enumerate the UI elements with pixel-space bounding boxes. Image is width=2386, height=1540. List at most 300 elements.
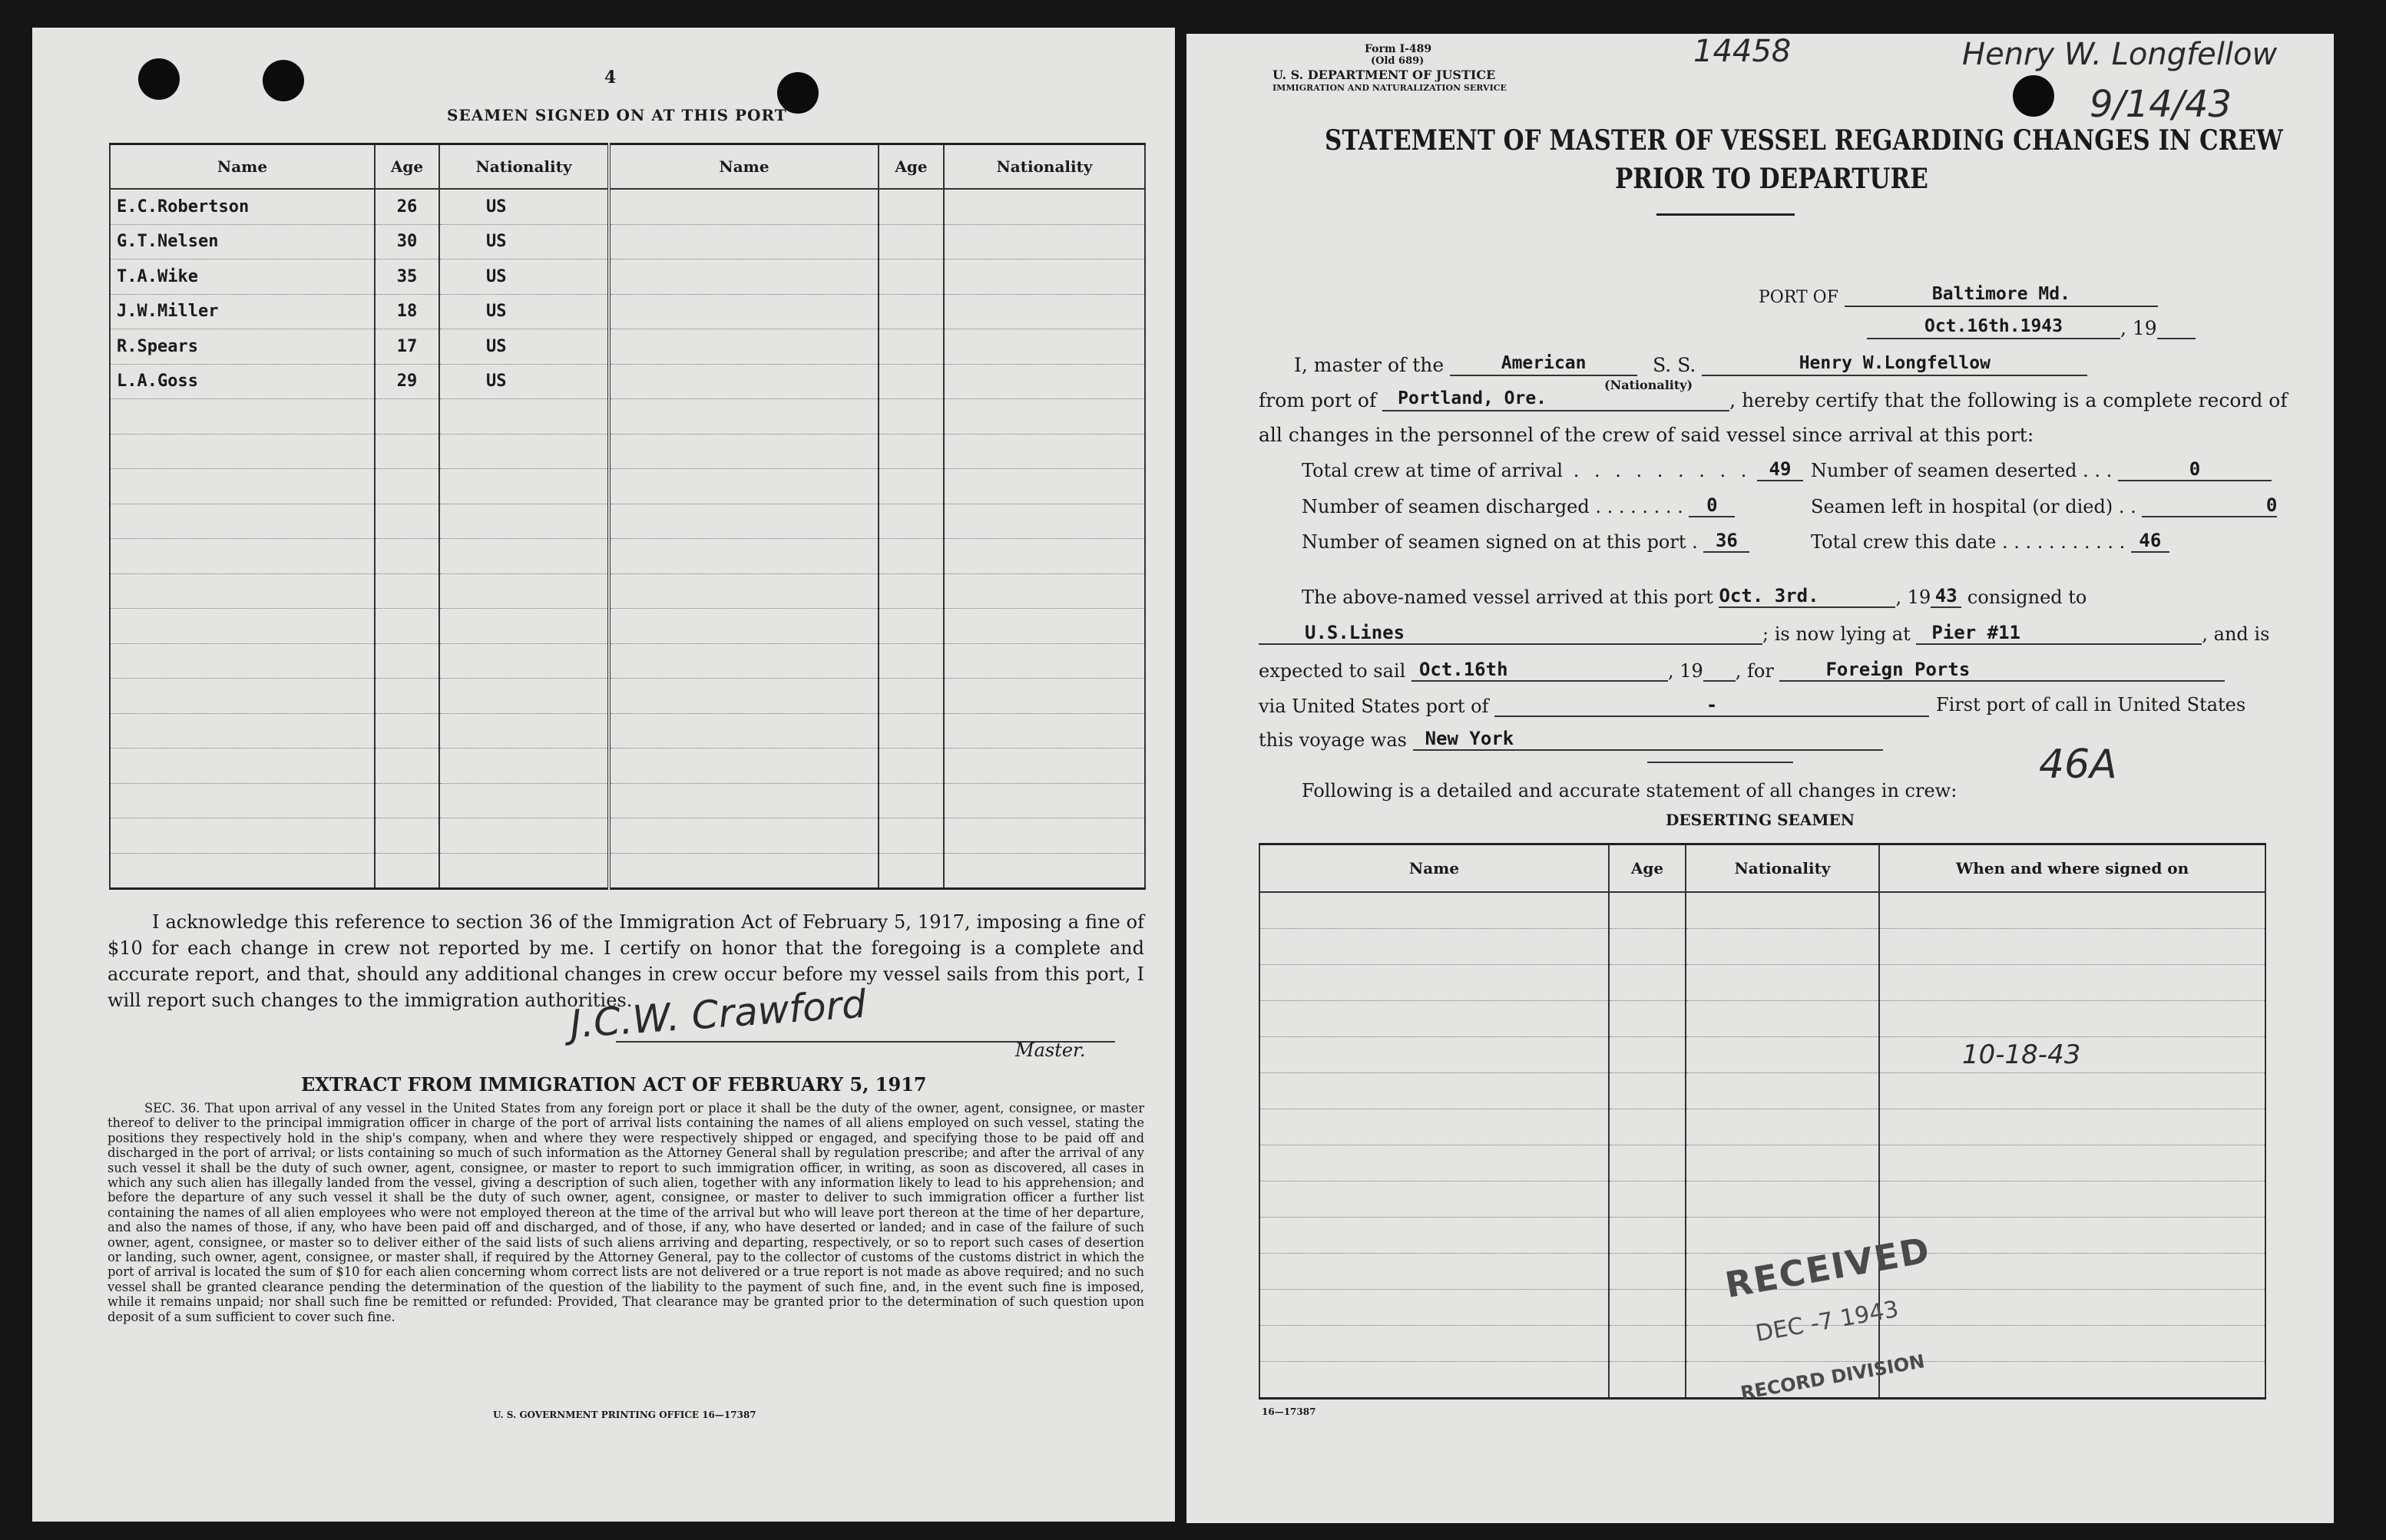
table-row <box>110 469 1145 504</box>
table-row <box>110 364 1145 399</box>
seaman-name <box>609 783 879 818</box>
column-header-nationality: Nationality <box>439 144 609 190</box>
deserter-name <box>1259 1362 1609 1399</box>
column-header-nationality: Nationality <box>944 144 1145 190</box>
deserter-age <box>1609 892 1686 929</box>
seaman-name <box>110 399 375 435</box>
sail-year-blank <box>1703 659 1736 682</box>
deserter-name <box>1259 1218 1609 1254</box>
seaman-age <box>879 259 944 295</box>
seaman-age <box>375 434 439 469</box>
seaman-name <box>110 853 375 889</box>
seaman-age <box>879 189 944 224</box>
seaman-name <box>609 434 879 469</box>
deserter-signed-on <box>1879 892 2265 929</box>
seaman-age <box>375 713 439 749</box>
stat-row-5: Number of seamen signed on at this port . 36 <box>1302 530 1749 553</box>
seaman-name: E.C.Robertson <box>110 189 375 224</box>
and-is-label: , and is <box>2202 623 2270 645</box>
deserter-name <box>1259 1254 1609 1290</box>
master-label: I, master of the <box>1294 354 1445 376</box>
via-label: via United States port of <box>1259 696 1489 717</box>
table-row <box>110 679 1145 714</box>
report-date: Oct.16th.1943 <box>1867 316 2120 339</box>
seaman-name <box>609 609 879 644</box>
seaman-nationality <box>439 573 609 609</box>
column-header-when-where: When and where signed on <box>1879 844 2265 893</box>
seaman-nationality <box>944 818 1145 854</box>
deserter-signed-on <box>1879 1218 2265 1254</box>
table-row <box>110 259 1145 295</box>
title-rule <box>1656 213 1795 216</box>
deserter-signed-on <box>1879 1326 2265 1362</box>
deserter-age <box>1609 965 1686 1001</box>
voyage-line <box>1259 728 1883 751</box>
acknowledgment-paragraph: I acknowledge this reference to section 36 of the Immigration Act of February 5, 1917, imposing a fine of $10 for each change in crew not reported by me. I certify on honor that the foregoing is a complete and accurate report, and that, should any additional changes in crew occur before my vessel sails from this port, I will report such changes to the immigration authorities. <box>108 911 1144 1011</box>
table-row <box>1259 1037 2265 1073</box>
seaman-nationality <box>944 643 1145 679</box>
deserter-nationality <box>1686 929 1879 965</box>
seaman-nationality <box>439 643 609 679</box>
nationality-caption: (Nationality) <box>1604 378 1693 392</box>
deserter-age <box>1609 1362 1686 1399</box>
table-row <box>1259 1073 2265 1109</box>
seaman-age <box>879 364 944 399</box>
right-page <box>1186 34 2334 1523</box>
sail-date: Oct.16th <box>1411 659 1668 682</box>
deserter-name <box>1259 1181 1609 1218</box>
seaman-age <box>375 609 439 644</box>
seaman-name <box>609 294 879 329</box>
handwritten-vessel-name: Henry W. Longfellow <box>1962 37 2278 72</box>
for-label: , for <box>1735 660 1774 682</box>
deserter-nationality <box>1686 965 1879 1001</box>
voyage-value: New York <box>1413 728 1883 751</box>
deserter-name <box>1259 1073 1609 1109</box>
extract-heading: EXTRACT FROM IMMIGRATION ACT OF FEBRUARY 5, 1917 <box>301 1073 927 1096</box>
deserter-signed-on <box>1879 1290 2265 1326</box>
deserter-nationality <box>1686 1145 1879 1181</box>
table-row <box>1259 1218 2265 1254</box>
stat-label: Seamen left in hospital (or died) <box>1811 496 2113 517</box>
year-blank <box>2157 316 2196 339</box>
from-port-label: from port of <box>1259 389 1377 411</box>
handwritten-count: 46A <box>2039 742 2117 788</box>
seaman-nationality <box>439 504 609 539</box>
seaman-age: 30 <box>375 224 439 259</box>
deserter-age <box>1609 1109 1686 1145</box>
ship-name: Henry W.Longfellow <box>1702 353 2087 376</box>
deserter-signed-on <box>1879 1109 2265 1145</box>
deserter-signed-on <box>1879 1181 2265 1218</box>
expected-label: expected to sail <box>1259 660 1406 682</box>
port-line <box>1759 284 2158 307</box>
page-number: 4 <box>604 68 617 88</box>
seaman-age: 18 <box>375 294 439 329</box>
destination: Foreign Ports <box>1779 659 2225 682</box>
deserter-nationality <box>1686 1073 1879 1109</box>
seaman-name <box>609 504 879 539</box>
seaman-name <box>110 504 375 539</box>
table-row <box>1259 1145 2265 1181</box>
file-number: 14458 <box>1693 34 1792 69</box>
seaman-age <box>375 818 439 854</box>
table-row <box>110 294 1145 329</box>
seaman-nationality <box>439 679 609 714</box>
seaman-name <box>609 643 879 679</box>
seaman-nationality <box>944 469 1145 504</box>
deserter-age <box>1609 1290 1686 1326</box>
seaman-name <box>110 434 375 469</box>
sail-line <box>1259 659 2225 682</box>
seaman-name <box>609 329 879 365</box>
arrived-label: The above-named vessel arrived at this port <box>1302 587 1713 608</box>
seaman-nationality <box>944 853 1145 889</box>
seaman-age <box>375 539 439 574</box>
first-port-label: First port of call in United States <box>1936 694 2246 715</box>
lying-line <box>1259 622 2269 645</box>
seaman-name <box>110 679 375 714</box>
column-header-name: Name <box>609 144 879 190</box>
seaman-name <box>609 749 879 784</box>
seaman-nationality: US <box>439 259 609 295</box>
deserter-name <box>1259 892 1609 929</box>
table-row <box>110 609 1145 644</box>
seaman-age <box>879 643 944 679</box>
table-row <box>1259 965 2265 1001</box>
deserter-name <box>1259 1109 1609 1145</box>
seaman-nationality: US <box>439 189 609 224</box>
seaman-age <box>879 329 944 365</box>
table-row <box>110 783 1145 818</box>
deserter-nationality <box>1686 892 1879 929</box>
following-text: Following is a detailed and accurate statement of all changes in crew: <box>1302 780 1957 801</box>
seaman-nationality <box>439 539 609 574</box>
seaman-name <box>110 539 375 574</box>
consigned-label: consigned to <box>1967 587 2087 608</box>
table-row <box>110 713 1145 749</box>
seaman-nationality <box>944 294 1145 329</box>
master-nationality: American <box>1450 353 1637 376</box>
seaman-age <box>879 434 944 469</box>
extract-text: SEC. 36. That upon arrival of any vessel in the United States from any foreign port or place it shall be the duty of the owner, agent, consignee, or master thereof to deliver to the principal immigration officer in charge of the port of arrival lists containing the names of all aliens employed on such vessel, stating the positions they respectively hold in the ship's company, when and where they were respectively shipped or engaged, and specifying those to be paid off and discharged in the port of arrival; or lists containing so much of such information as the Attorney General shall by regulation prescribe; and after the arrival of any such vessel it shall be the duty of such owner, agent, consignee, or master to report to such immigration officer, in writing, as soon as discovered, all cases in which any such alien has illegally landed from the vessel, giving a description of such alien, together with any information likely to lead to his apprehension; and before the departure of any such vessel it shall be the duty of such owner, agent, consignee, or master to deliver to such immigration officer a further list containing the names of all alien employees who were not employed thereon at the time of the arrival but who will leave port thereon at the time of her departure, and also the names of those, if any, who have been paid off and discharged, and of those, if any, who have deserted or landed; and in case of the failure of such owner, agent, consignee, or master so to deliver either of the said lists of such aliens arriving and departing, respectively, or so to report such cases of desertion or landing, such owner, agent, consignee, or master shall, if required by the Attorney General, pay to the collector of customs of the customs district in which the port of arrival is located the sum of $10 for each alien concerning whom correct lists are not delivered or a true report is not made as above required; and no such vessel shall be granted clearance pending the determination of the question of the liability to the payment of such fine, and, in the event such fine is imposed, while it remains unpaid; nor shall such fine be remitted or refunded: Provided, That clearance may be granted prior to the determination of such question upon deposit of a sum sufficient to cover such fine. <box>108 1101 1144 1324</box>
seaman-nationality <box>944 189 1145 224</box>
handwritten-date: 9/14/43 <box>2090 83 2232 126</box>
stat-value: 49 <box>1757 458 1803 481</box>
column-header-name: Name <box>1259 844 1609 893</box>
seaman-nationality <box>944 783 1145 818</box>
table-row <box>1259 1001 2265 1037</box>
seaman-nationality <box>944 539 1145 574</box>
seaman-nationality: US <box>439 224 609 259</box>
stat-value: 0 <box>1689 494 1735 517</box>
seaman-age <box>879 504 944 539</box>
seaman-age: 17 <box>375 329 439 365</box>
seaman-nationality <box>439 749 609 784</box>
stat-label: Total crew at time of arrival <box>1302 460 1564 481</box>
deserter-age <box>1609 1073 1686 1109</box>
seaman-age <box>375 643 439 679</box>
deserter-signed-on <box>1879 1073 2265 1109</box>
seaman-nationality <box>439 853 609 889</box>
certify-text-2: all changes in the personnel of the crew of said vessel since arrival at this port: <box>1259 424 2034 446</box>
deserter-age <box>1609 1326 1686 1362</box>
stat-row-3: Number of seamen discharged . . . . . . . . 0 <box>1302 494 1735 517</box>
table-row <box>1259 892 2265 929</box>
seaman-age <box>375 679 439 714</box>
certify-line <box>1259 424 2034 446</box>
seaman-age <box>879 749 944 784</box>
stat-label: Number of seamen deserted <box>1811 460 2077 481</box>
seaman-name: J.W.Miller <box>110 294 375 329</box>
port-value: Baltimore Md. <box>1845 284 2158 307</box>
seaman-age <box>375 573 439 609</box>
arrival-line <box>1302 585 2087 608</box>
seaman-nationality <box>944 224 1145 259</box>
table-row <box>110 329 1145 365</box>
seaman-nationality: US <box>439 294 609 329</box>
voyage-label: this voyage was <box>1259 729 1407 751</box>
table-row <box>110 643 1145 679</box>
seaman-nationality <box>439 818 609 854</box>
seaman-name <box>609 573 879 609</box>
seaman-age <box>879 783 944 818</box>
seaman-nationality <box>944 434 1145 469</box>
deserter-name <box>1259 965 1609 1001</box>
seaman-age <box>375 399 439 435</box>
punch-hole <box>263 60 304 101</box>
seaman-age <box>375 853 439 889</box>
stat-label: Number of seamen signed on at this port <box>1302 531 1686 553</box>
seaman-nationality <box>944 259 1145 295</box>
deserter-age <box>1609 929 1686 965</box>
column-header-age: Age <box>375 144 439 190</box>
deserter-signed-on <box>1879 965 2265 1001</box>
deserter-nationality <box>1686 1181 1879 1218</box>
deserter-nationality <box>1686 1037 1879 1073</box>
stat-label: Number of seamen discharged <box>1302 496 1590 517</box>
table-row <box>110 224 1145 259</box>
form-number: Form I-489 <box>1365 43 1432 55</box>
seaman-age <box>879 399 944 435</box>
left-page <box>32 28 1175 1522</box>
form-old-number: (Old 689) <box>1371 55 1425 67</box>
deserter-age <box>1609 1254 1686 1290</box>
deserter-age <box>1609 1145 1686 1181</box>
seaman-name <box>609 469 879 504</box>
seaman-age <box>375 504 439 539</box>
table-row <box>1259 1181 2265 1218</box>
column-header-age: Age <box>1609 844 1686 893</box>
seaman-nationality: US <box>439 329 609 365</box>
stat-value: 0 <box>2142 494 2277 517</box>
from-port-value: Portland, Ore. <box>1382 388 1729 411</box>
punch-hole <box>2013 75 2054 117</box>
seaman-age <box>879 539 944 574</box>
from-port-line <box>1259 388 2288 411</box>
seaman-age <box>879 469 944 504</box>
seaman-nationality <box>439 713 609 749</box>
deserter-name <box>1259 929 1609 965</box>
seaman-name <box>110 713 375 749</box>
seaman-nationality <box>944 609 1145 644</box>
deserter-nationality <box>1686 1109 1879 1145</box>
seaman-nationality <box>944 679 1145 714</box>
arrived-year: 43 <box>1931 585 1961 608</box>
seaman-nationality <box>944 749 1145 784</box>
deserter-name <box>1259 1037 1609 1073</box>
column-header-nationality: Nationality <box>1686 844 1879 893</box>
date-line <box>1867 316 2196 339</box>
seaman-name: G.T.Nelsen <box>110 224 375 259</box>
service-name: IMMIGRATION AND NATURALIZATION SERVICE <box>1272 83 1507 93</box>
ss-label: S. S. <box>1653 354 1696 376</box>
table-row <box>1259 1109 2265 1145</box>
deserter-name <box>1259 1290 1609 1326</box>
seaman-name <box>110 469 375 504</box>
seaman-age <box>879 818 944 854</box>
table-row <box>110 504 1145 539</box>
stamp-received: RECEIVED <box>1722 1228 1934 1307</box>
seaman-name <box>609 399 879 435</box>
table-row <box>110 573 1145 609</box>
column-header-name: Name <box>110 144 375 190</box>
punch-hole <box>138 58 180 100</box>
seaman-age: 29 <box>375 364 439 399</box>
table-row <box>110 749 1145 784</box>
deserter-signed-on <box>1879 1145 2265 1181</box>
deserting-heading: DESERTING SEAMEN <box>1666 811 1855 829</box>
voyage-rule <box>1647 762 1793 763</box>
stamp-division: RECORD DIVISION <box>1739 1350 1927 1404</box>
port-label: PORT OF <box>1759 288 1838 307</box>
table-row <box>110 399 1145 435</box>
consignee: U.S.Lines <box>1259 622 1762 645</box>
seamen-signed-table <box>109 143 1146 890</box>
deserter-name <box>1259 1001 1609 1037</box>
via-line <box>1259 694 1929 717</box>
deserter-name <box>1259 1326 1609 1362</box>
seaman-nationality <box>944 504 1145 539</box>
seaman-nationality <box>944 573 1145 609</box>
seaman-nationality <box>439 469 609 504</box>
deserter-age <box>1609 1218 1686 1254</box>
seaman-name <box>110 573 375 609</box>
deserter-signed-on <box>1879 1362 2265 1399</box>
deserter-nationality <box>1686 1001 1879 1037</box>
deserter-signed-on <box>1879 1254 2265 1290</box>
seaman-age: 35 <box>375 259 439 295</box>
stamp-date: DEC -7 1943 <box>1753 1295 1901 1348</box>
lying-label: ; is now lying at <box>1762 623 1911 645</box>
seaman-name <box>110 818 375 854</box>
column-header-age: Age <box>879 144 944 190</box>
table-row <box>1259 929 2265 965</box>
seaman-nationality <box>439 783 609 818</box>
master-line <box>1294 353 2087 376</box>
seaman-nationality <box>439 609 609 644</box>
form-subtitle: PRIOR TO DEPARTURE <box>1615 163 1928 195</box>
seaman-nationality <box>944 399 1145 435</box>
deserting-seamen-table <box>1259 843 2266 1400</box>
handwritten-row-date: 10-18-43 <box>1962 1039 2081 1070</box>
seaman-age <box>879 679 944 714</box>
signature-title: Master. <box>1015 1039 1086 1061</box>
seaman-age <box>879 713 944 749</box>
seaman-age <box>879 573 944 609</box>
right-footer: 16—17387 <box>1262 1406 1316 1417</box>
seaman-name <box>609 713 879 749</box>
seaman-name <box>609 818 879 854</box>
seaman-nationality <box>439 399 609 435</box>
table-row <box>110 853 1145 889</box>
certify-text: , hereby certify that the following is a complete record of <box>1729 389 2288 411</box>
seaman-name <box>110 783 375 818</box>
table-row <box>110 539 1145 574</box>
left-footer: U. S. GOVERNMENT PRINTING OFFICE 16—17387 <box>493 1409 756 1420</box>
seaman-age: 26 <box>375 189 439 224</box>
seaman-name <box>609 189 879 224</box>
arrived-year-prefix: , 19 <box>1895 587 1931 608</box>
stat-row-6: Total crew this date . . . . . . . . . . . 46 <box>1811 530 2169 553</box>
seaman-nationality: US <box>439 364 609 399</box>
deserter-signed-on <box>1879 1001 2265 1037</box>
stat-row-4: Seamen left in hospital (or died) . . 0 <box>1811 494 2278 517</box>
stat-value: 0 <box>2118 458 2272 481</box>
seaman-name <box>110 643 375 679</box>
seaman-name <box>609 259 879 295</box>
seaman-nationality <box>944 713 1145 749</box>
seaman-age <box>879 853 944 889</box>
stat-label: Total crew this date <box>1811 531 1997 553</box>
seaman-name <box>110 749 375 784</box>
seaman-name: T.A.Wike <box>110 259 375 295</box>
department-name: U. S. DEPARTMENT OF JUSTICE <box>1272 68 1496 82</box>
seaman-name <box>609 224 879 259</box>
seaman-age <box>879 224 944 259</box>
seaman-name: L.A.Goss <box>110 364 375 399</box>
sail-year: , 19 <box>1667 660 1703 682</box>
year-suffix: , 19 <box>2120 317 2157 339</box>
form-title: STATEMENT OF MASTER OF VESSEL REGARDING CHANGES IN CREW <box>1325 124 2283 157</box>
seaman-name <box>609 679 879 714</box>
table-row <box>110 818 1145 854</box>
seaman-name <box>609 539 879 574</box>
stat-row-2: Number of seamen deserted . . . 0 <box>1811 458 2272 481</box>
seaman-nationality <box>944 329 1145 365</box>
stat-value: 46 <box>2131 530 2169 553</box>
seaman-nationality <box>439 434 609 469</box>
seaman-name: R.Spears <box>110 329 375 365</box>
table-row <box>110 434 1145 469</box>
via-port: - <box>1494 694 1929 717</box>
arrived-date: Oct. 3rd. <box>1719 585 1895 608</box>
table-row <box>110 189 1145 224</box>
seamen-signed-heading: SEAMEN SIGNED ON AT THIS PORT <box>447 106 787 124</box>
deserter-name <box>1259 1145 1609 1181</box>
master-signature: J.C.W. Crawford <box>568 981 868 1047</box>
seaman-age <box>879 294 944 329</box>
seaman-nationality <box>944 364 1145 399</box>
seaman-age <box>375 783 439 818</box>
seaman-name <box>609 364 879 399</box>
deserter-age <box>1609 1181 1686 1218</box>
seaman-name <box>110 609 375 644</box>
deserter-age <box>1609 1037 1686 1073</box>
seaman-age <box>879 609 944 644</box>
stat-value: 36 <box>1703 530 1749 553</box>
stat-row-1: Total crew at time of arrival . . . . . . . . . 49 <box>1302 458 1803 481</box>
